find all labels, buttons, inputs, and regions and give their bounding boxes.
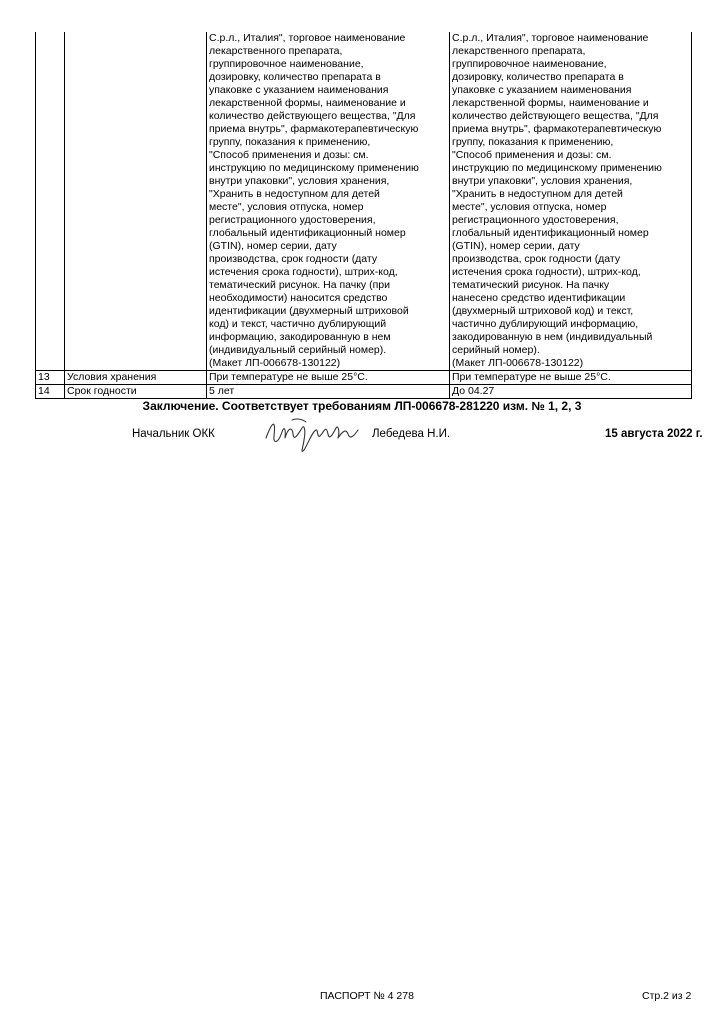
signer-title: Начальник ОКК	[132, 428, 215, 440]
row-name-cell: Условия хранения	[65, 371, 207, 385]
row-number-cell: 13	[36, 371, 65, 385]
signature-date: 15 августа 2022 г.	[605, 428, 703, 440]
row-spec-cell: 5 лет	[207, 385, 450, 399]
footer-page-number: Стр.2 из 2	[642, 990, 692, 1002]
table-row	[36, 385, 692, 399]
row-result-cell: До 04.27	[450, 385, 692, 399]
results-table	[35, 32, 692, 399]
footer-passport-number: ПАСПОРТ № 4 278	[320, 990, 414, 1002]
row-name-cell: Срок годности	[65, 385, 207, 399]
row-spec-cell: При температуре не выше 25°C.	[207, 371, 450, 385]
row-result-cell: При температуре не выше 25°C.	[450, 371, 692, 385]
row-number-cell: 14	[36, 385, 65, 399]
signer-name: Лебедева Н.И.	[372, 428, 451, 440]
conclusion: Заключение. Соответствует требованиям ЛП-006678-281220 изм. № 1, 2, 3	[142, 399, 582, 413]
row-result-cell: С.р.л., Италия", торговое наименование лекарственного препарата, группировочное наименование, дозировку, количество препарата в упаковке с указанием наименования лекарственной формы, наименование и количество действующего вещества, "Для приема внутрь", фармакотерапевтическую группу, показания к применению, "Способ применения и дозы: см. инструкцию по медицинскому применению внутри упаковки", условия хранения, "Хранить в недоступном для детей месте", условия отпуска, номер регистрационного удостоверения, глобальный идентификационный номер (GTIN), номер серии, дату производства, срок годности (дату истечения срока годности), штрих-код, тематический рисунок. На пачку нанесено средство идентификации (двухмерный штриховой код) и текст, частично дублирующий информацию, закодированную в нем (индивидуальный серийный номер). (Макет ЛП-006678-130122)	[450, 32, 692, 371]
row-number-cell	[36, 32, 65, 371]
table-row-continuation	[36, 32, 692, 371]
row-spec-cell: С.р.л., Италия", торговое наименование лекарственного препарата, группировочное наименование, дозировку, количество препарата в упаковке с указанием наименования лекарственной формы, наименование и количество действующего вещества, "Для приема внутрь", фармакотерапевтическую группу, показания к применению, "Способ применения и дозы: см. инструкцию по медицинскому применению внутри упаковки", условия хранения, "Хранить в недоступном для детей месте", условия отпуска, номер регистрационного удостоверения, глобальный идентификационный номер (GTIN), номер серии, дату производства, срок годности (дату истечения срока годности), штрих-код, тематический рисунок. На пачку (при необходимости) наносится средство идентификации (двухмерный штриховой код) и текст, частично дублирующий информацию, закодированную в нем (индивидуальный серийный номер). (Макет ЛП-006678-130122)	[207, 32, 450, 371]
row-name-cell	[65, 32, 207, 371]
handwritten-signature	[262, 414, 362, 456]
table-row	[36, 371, 692, 385]
